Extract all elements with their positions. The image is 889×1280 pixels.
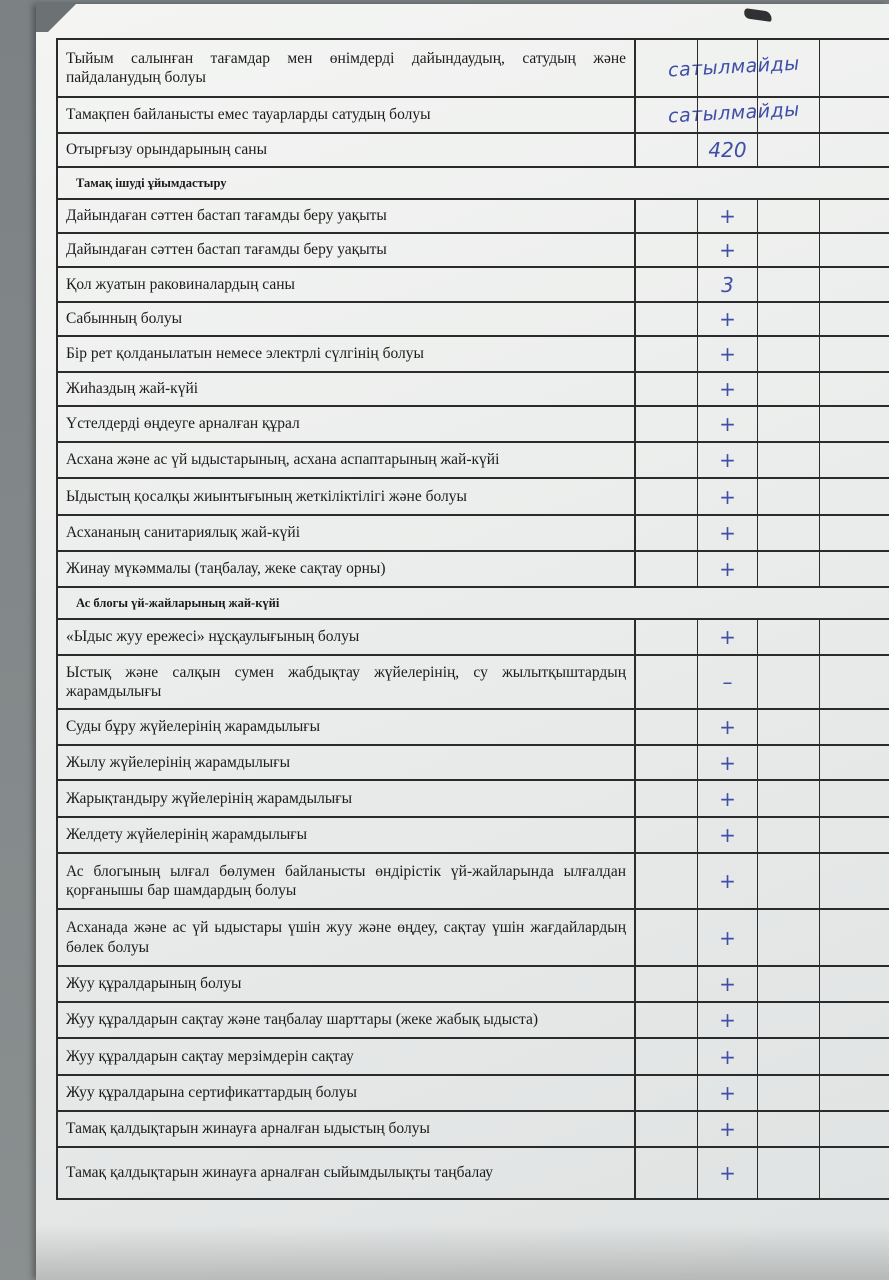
table-row (56, 1039, 889, 1076)
empty-cell (820, 967, 889, 1001)
mark-cell (698, 656, 758, 708)
empty-cell (636, 818, 698, 852)
table-row (56, 781, 889, 818)
mark-cell (698, 1003, 758, 1037)
criterion-text: Жиһаздың жай-күйі (66, 380, 199, 398)
empty-cell (636, 40, 698, 96)
mark-cell (698, 337, 758, 371)
empty-cell (758, 746, 820, 779)
handwritten-mark: + (719, 484, 736, 509)
handwritten-mark: сатылмайды (667, 98, 801, 128)
empty-cell (636, 781, 698, 816)
empty-cell (820, 746, 889, 779)
criterion-cell (58, 967, 636, 1001)
criterion-text: Жарықтандыру жүйелерінің жарамдылығы (66, 789, 353, 807)
handwritten-mark: + (719, 1008, 736, 1032)
criterion-cell (58, 656, 636, 708)
mark-cell (698, 710, 758, 744)
empty-cell (820, 1039, 889, 1074)
table-row (56, 337, 889, 373)
empty-cell (820, 910, 889, 965)
empty-cell (758, 234, 820, 266)
handwritten-mark: + (719, 823, 736, 847)
mark-cell (698, 234, 758, 266)
criterion-cell (58, 1076, 636, 1110)
empty-cell (636, 1148, 698, 1198)
empty-cell (636, 200, 698, 232)
handwritten-mark: + (719, 521, 736, 545)
criterion-text: Асхана және ас үй ыдыстарының, асхана аспаптарының жай-күйі (66, 451, 500, 469)
checklist-table (56, 38, 889, 1200)
criterion-text: Жуу құралдарына сертификаттардың болуы (66, 1084, 357, 1102)
empty-cell (820, 781, 889, 816)
empty-cell (758, 620, 820, 654)
table-row (56, 620, 889, 656)
criterion-cell (58, 234, 636, 266)
criterion-cell (58, 40, 636, 96)
criterion-cell (58, 854, 636, 908)
criterion-cell (58, 479, 636, 514)
table-row (56, 1076, 889, 1112)
criterion-cell (58, 710, 636, 744)
page-shadow (36, 1225, 889, 1280)
table-row (56, 1148, 889, 1200)
criterion-cell (58, 1003, 636, 1037)
mark-cell (698, 910, 758, 965)
empty-cell (636, 1039, 698, 1074)
empty-cell (636, 552, 698, 586)
criterion-cell (58, 781, 636, 816)
criterion-text: Тамақпен байланысты емес тауарларды сатудың болуы (66, 106, 431, 124)
table-row (56, 1112, 889, 1148)
empty-cell (820, 98, 889, 132)
empty-cell (758, 910, 820, 965)
criterion-text: Үстелдерді өңдеуге арналған құрал (66, 415, 300, 433)
handwritten-mark: + (719, 412, 736, 436)
handwritten-mark: + (719, 786, 736, 811)
empty-cell (820, 407, 889, 441)
table-row (56, 407, 889, 443)
empty-cell (820, 234, 889, 266)
empty-cell (636, 373, 698, 405)
empty-cell (758, 781, 820, 816)
table-row (56, 303, 889, 337)
empty-cell (758, 1039, 820, 1074)
mark-cell (698, 620, 758, 654)
handwritten-mark: + (719, 307, 736, 331)
empty-cell (820, 303, 889, 335)
empty-cell (758, 337, 820, 371)
mark-cell (698, 1039, 758, 1074)
mark-cell (698, 373, 758, 405)
empty-cell (636, 1112, 698, 1146)
handwritten-mark: + (719, 1081, 736, 1105)
handwritten-mark: + (719, 925, 736, 950)
table-row (56, 38, 889, 98)
criterion-text: Бір рет қолданылатын немесе электрлі сүлгінің болуы (66, 345, 424, 363)
empty-cell (758, 303, 820, 335)
empty-cell (820, 479, 889, 514)
empty-cell (820, 656, 889, 708)
empty-cell (758, 516, 820, 550)
mark-cell (698, 516, 758, 550)
handwritten-mark: + (719, 1044, 736, 1069)
empty-cell (636, 1076, 698, 1110)
criterion-text: Тамақ қалдықтарын жинауға арналған сыйымдылықты таңбалау (66, 1164, 494, 1182)
table-row (56, 967, 889, 1003)
criterion-cell (58, 200, 636, 232)
handwritten-mark: 420 (708, 138, 747, 162)
mark-cell (698, 1076, 758, 1110)
mark-cell (698, 268, 758, 301)
criterion-text: Ас блогының ылғал бөлумен байланысты өндірістік үй-жайларында ылғалдан қорғанышы бар шамдардың болуы (66, 862, 626, 899)
criterion-cell (58, 1148, 636, 1198)
table-row (56, 854, 889, 910)
table-row (56, 818, 889, 854)
mark-cell (698, 134, 758, 166)
table-row (56, 479, 889, 516)
handwritten-mark: – (722, 670, 733, 694)
criterion-text: Жинау мүкәммалы (таңбалау, жеке сақтау орны) (66, 560, 386, 578)
empty-cell (758, 373, 820, 405)
empty-cell (636, 910, 698, 965)
table-row (56, 98, 889, 134)
criterion-cell (58, 407, 636, 441)
empty-cell (758, 1076, 820, 1110)
criterion-cell (58, 443, 636, 477)
empty-cell (820, 134, 889, 166)
empty-cell (758, 710, 820, 744)
empty-cell (820, 268, 889, 301)
table-row (56, 656, 889, 710)
empty-cell (758, 40, 820, 96)
handwritten-mark: 3 (721, 272, 734, 297)
empty-cell (758, 443, 820, 477)
mark-cell (698, 1112, 758, 1146)
paper-corner (36, 4, 76, 32)
empty-cell (758, 1003, 820, 1037)
table-row (56, 1003, 889, 1039)
criterion-cell (58, 910, 636, 965)
empty-cell (758, 479, 820, 514)
criterion-cell (58, 818, 636, 852)
criterion-text: Суды бұру жүйелерінің жарамдылығы (66, 718, 321, 736)
table-row (56, 746, 889, 781)
empty-cell (636, 234, 698, 266)
empty-cell (758, 1148, 820, 1198)
criterion-cell (58, 98, 636, 132)
empty-cell (820, 1003, 889, 1037)
empty-cell (636, 710, 698, 744)
empty-cell (758, 818, 820, 852)
criterion-cell (58, 337, 636, 371)
empty-cell (820, 373, 889, 405)
mark-cell (698, 479, 758, 514)
criterion-cell (58, 620, 636, 654)
criterion-cell (58, 303, 636, 335)
handwritten-mark: + (719, 1161, 736, 1185)
mark-cell (698, 407, 758, 441)
mark-cell (698, 552, 758, 586)
criterion-text: Асханада және ас үй ыдыстары үшін жуу және өңдеу, сақтау үшін жағдайлардың бөлек болуы (66, 919, 626, 956)
handwritten-mark: + (719, 377, 736, 401)
handwritten-mark: + (719, 625, 736, 649)
empty-cell (758, 407, 820, 441)
mark-cell (698, 200, 758, 232)
empty-cell (636, 337, 698, 371)
criterion-cell (58, 516, 636, 550)
empty-cell (758, 134, 820, 166)
empty-cell (636, 620, 698, 654)
empty-cell (636, 1003, 698, 1037)
mark-cell (698, 98, 758, 132)
handwritten-mark: + (719, 869, 736, 893)
criterion-text: Отырғызу орындарының саны (66, 141, 268, 159)
empty-cell (636, 854, 698, 908)
empty-cell (636, 268, 698, 301)
table-row (56, 134, 889, 168)
criterion-text: Ыстық және салқын сумен жабдықтау жүйелерінің, су жылытқыштардың жарамдылығы (66, 663, 626, 700)
criterion-cell (58, 746, 636, 779)
criterion-text: Қол жуатын раковиналардың саны (66, 275, 295, 293)
empty-cell (820, 40, 889, 96)
ink-smudge (743, 8, 772, 22)
criterion-text: Асхананың санитариялық жай-күйі (66, 524, 300, 542)
criterion-text: Сабынның болуы (66, 310, 183, 328)
criterion-text: Тамақ қалдықтарын жинауға арналған ыдыстың болуы (66, 1120, 430, 1138)
criterion-cell (58, 373, 636, 405)
empty-cell (820, 620, 889, 654)
empty-cell (758, 656, 820, 708)
criterion-text: Ыдыстың қосалқы жиынтығының жеткіліктілігі және болуы (66, 487, 467, 505)
empty-cell (636, 407, 698, 441)
criterion-cell (58, 1039, 636, 1074)
table-row (56, 234, 889, 268)
criterion-text: «Ыдыс жуу ережесі» нұсқаулығының болуы (66, 628, 360, 646)
mark-cell (698, 303, 758, 335)
mark-cell (698, 443, 758, 477)
criterion-text: Желдету жүйелерінің жарамдылығы (66, 826, 307, 844)
mark-cell (698, 1148, 758, 1198)
table-row (56, 443, 889, 479)
empty-cell (636, 479, 698, 514)
criterion-cell (58, 552, 636, 586)
table-row (56, 268, 889, 303)
mark-cell (698, 818, 758, 852)
empty-cell (758, 854, 820, 908)
criterion-text: Жуу құралдарын сақтау және таңбалау шарттары (жеке жабық ыдыста) (66, 1011, 539, 1029)
criterion-text: Тыйым салынған тағамдар мен өнімдерді дайындаудың, сатудың және пайдаланудың болуы (66, 49, 626, 86)
table-row (56, 373, 889, 407)
empty-cell (636, 98, 698, 132)
criterion-text: Дайындаған сәттен бастап тағамды беру уақыты (66, 241, 387, 259)
table-row (56, 200, 889, 234)
empty-cell (820, 337, 889, 371)
table-row (56, 516, 889, 552)
criterion-cell (58, 1112, 636, 1146)
empty-cell (820, 200, 889, 232)
handwritten-mark: + (719, 204, 736, 228)
empty-cell (820, 1076, 889, 1110)
empty-cell (758, 552, 820, 586)
table-row (56, 910, 889, 967)
empty-cell (820, 818, 889, 852)
empty-cell (636, 967, 698, 1001)
section-header: Ас блогы үй-жайларының жай-күйі (56, 588, 889, 620)
handwritten-mark: + (719, 448, 736, 472)
empty-cell (820, 552, 889, 586)
handwritten-mark: + (719, 238, 736, 262)
criterion-text: Жылу жүйелерінің жарамдылығы (66, 753, 290, 771)
handwritten-mark: + (719, 342, 736, 366)
handwritten-mark: + (719, 1117, 736, 1141)
empty-cell (820, 710, 889, 744)
empty-cell (758, 98, 820, 132)
empty-cell (820, 1112, 889, 1146)
empty-cell (636, 303, 698, 335)
table-row (56, 552, 889, 588)
table-row (56, 710, 889, 746)
criterion-cell (58, 134, 636, 166)
empty-cell (636, 746, 698, 779)
empty-cell (758, 200, 820, 232)
empty-cell (820, 516, 889, 550)
empty-cell (820, 1148, 889, 1198)
mark-cell (698, 967, 758, 1001)
empty-cell (820, 854, 889, 908)
empty-cell (636, 656, 698, 708)
empty-cell (758, 967, 820, 1001)
section-header: Тамақ ішуді ұйымдастыру (56, 168, 889, 200)
mark-cell (698, 746, 758, 779)
mark-cell (698, 40, 758, 96)
empty-cell (758, 268, 820, 301)
handwritten-mark: + (719, 557, 736, 581)
empty-cell (636, 134, 698, 166)
empty-cell (636, 443, 698, 477)
criterion-text: Жуу құралдарын сақтау мерзімдерін сақтау (66, 1047, 354, 1065)
mark-cell (698, 854, 758, 908)
handwritten-mark: + (719, 715, 736, 739)
criterion-cell (58, 268, 636, 301)
mark-cell (698, 781, 758, 816)
handwritten-mark: + (719, 750, 736, 775)
criterion-text: Жуу құралдарының болуы (66, 975, 242, 993)
handwritten-mark: + (719, 972, 736, 996)
empty-cell (636, 516, 698, 550)
criterion-text: Дайындаған сәттен бастап тағамды беру уақыты (66, 207, 387, 225)
handwritten-mark: сатылмайды (667, 52, 801, 82)
empty-cell (820, 443, 889, 477)
empty-cell (758, 1112, 820, 1146)
